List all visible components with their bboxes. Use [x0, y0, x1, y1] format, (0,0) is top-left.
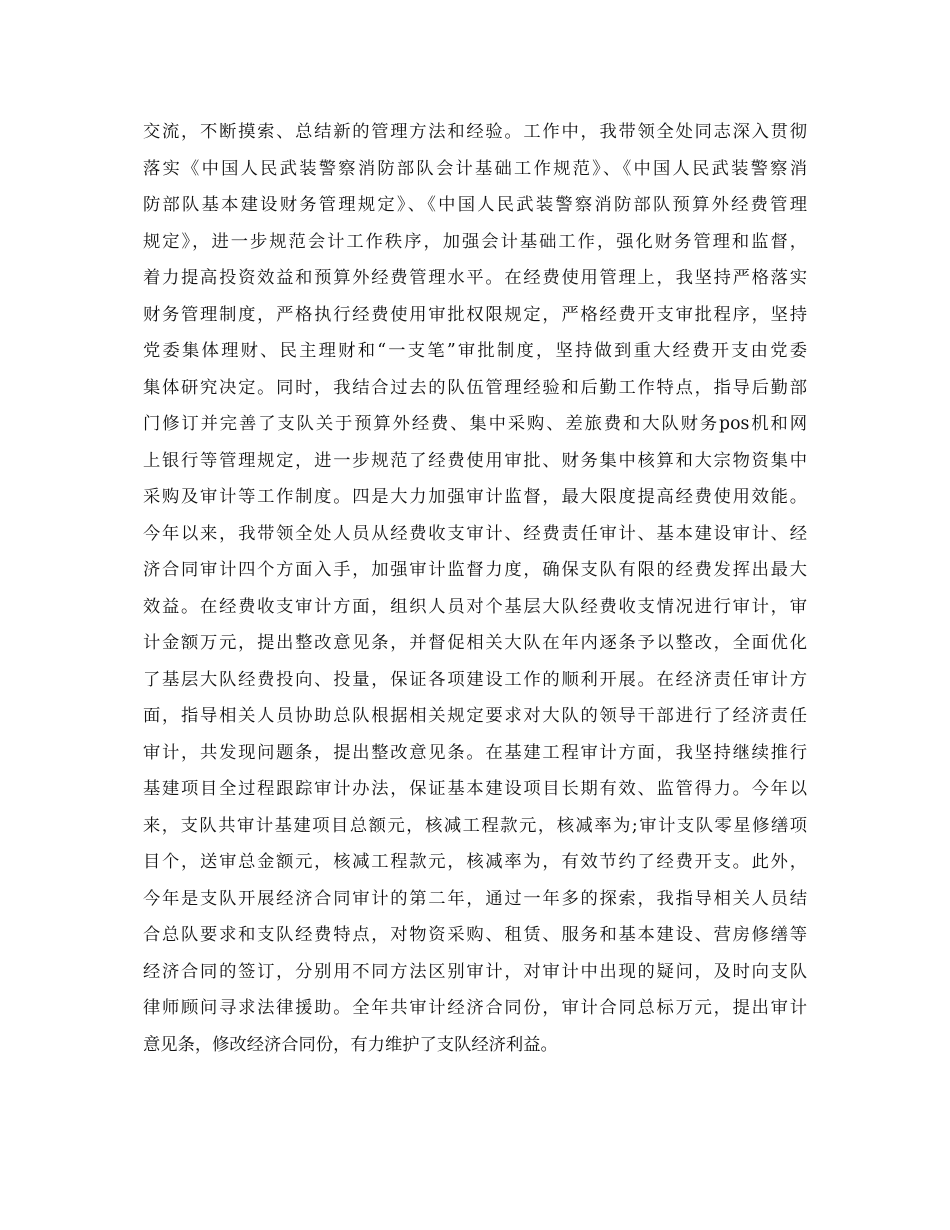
- text-line: 面，指导相关人员协助总队根据相关规定要求对大队的领导干部进行了经济责任: [143, 706, 807, 726]
- text-line: 采购及审计等工作制度。四是大力加强审计监督，最大限度提高经费使用效能。: [143, 487, 807, 507]
- text-line: 交流，不断摸索、总结新的管理方法和经验。工作中，我带领全处同志深入贯彻: [143, 122, 807, 142]
- text-line: 今年是支队开展经济合同审计的第二年，通过一年多的探索，我指导相关人员结: [143, 888, 807, 909]
- text-line: 上银行等管理规定，进一步规范了经费使用审批、财务集中核算和大宗物资集中: [143, 450, 807, 471]
- text-line: 集体研究决定。同时，我结合过去的队伍管理经验和后勤工作特点，指导后勤部: [143, 377, 807, 398]
- text-line: 规定》，进一步规范会计工作秩序，加强会计基础工作，强化财务管理和监督，: [143, 231, 807, 252]
- text-line: 意见条，修改经济合同份，有力维护了支队经济利益。: [143, 1034, 558, 1055]
- text-line: 着力提高投资效益和预算外经费管理水平。在经费使用管理上，我坚持严格落实: [143, 268, 807, 288]
- text-line: 基建项目全过程跟踪审计办法，保证基本建设项目长期有效、监管得力。今年以: [143, 779, 807, 799]
- text-line: 济合同审计四个方面入手，加强审计监督力度，确保支队有限的经费发挥出最大: [143, 560, 807, 580]
- text-line: 效益。在经费收支审计方面，组织人员对个基层大队经费收支情况进行审计，审: [143, 596, 807, 617]
- text-line: 合总队要求和支队经费特点，对物资采购、租赁、服务和基本建设、营房修缮等: [143, 925, 807, 945]
- text-line: 经济合同的签订，分别用不同方法区别审计，对审计中出现的疑问，及时向支队: [143, 961, 807, 982]
- text-line: 律师顾问寻求法律援助。全年共审计经济合同份，审计合同总标万元，提出审计: [143, 998, 807, 1018]
- text-line: 了基层大队经费投向、投量，保证各项建设工作的顺利开展。在经济责任审计方: [143, 669, 807, 690]
- text-line: 财务管理制度，严格执行经费使用审批权限规定，严格经费开支审批程序，坚持: [143, 304, 807, 325]
- text-line: 党委集体理财、民主理财和“一支笔”审批制度，坚持做到重大经费开支由党委: [143, 341, 807, 361]
- text-line: 门修订并完善了支队关于预算外经费、集中采购、差旅费和大队财务pos机和网: [143, 414, 807, 434]
- text-line: 落实《中国人民武装警察消防部队会计基础工作规范》、《中国人民武装警察消: [143, 158, 807, 179]
- text-line: 计金额万元，提出整改意见条，并督促相关大队在年内逐条予以整改，全面优化: [143, 633, 807, 653]
- text-line: 审计，共发现问题条，提出整改意见条。在基建工程审计方面，我坚持继续推行: [143, 742, 807, 763]
- text-line: 今年以来，我带领全处人员从经费收支审计、经费责任审计、基本建设审计、经: [143, 523, 807, 544]
- text-line: 防部队基本建设财务管理规定》、《中国人民武装警察消防部队预算外经费管理: [143, 195, 807, 215]
- document-body: [143, 114, 807, 1063]
- text-line: 来，支队共审计基建项目总额元，核减工程款元，核减率为;审计支队零星修缮项: [143, 815, 807, 836]
- text-line: 目个，送审总金额元，核减工程款元，核减率为，有效节约了经费开支。此外，: [143, 852, 807, 872]
